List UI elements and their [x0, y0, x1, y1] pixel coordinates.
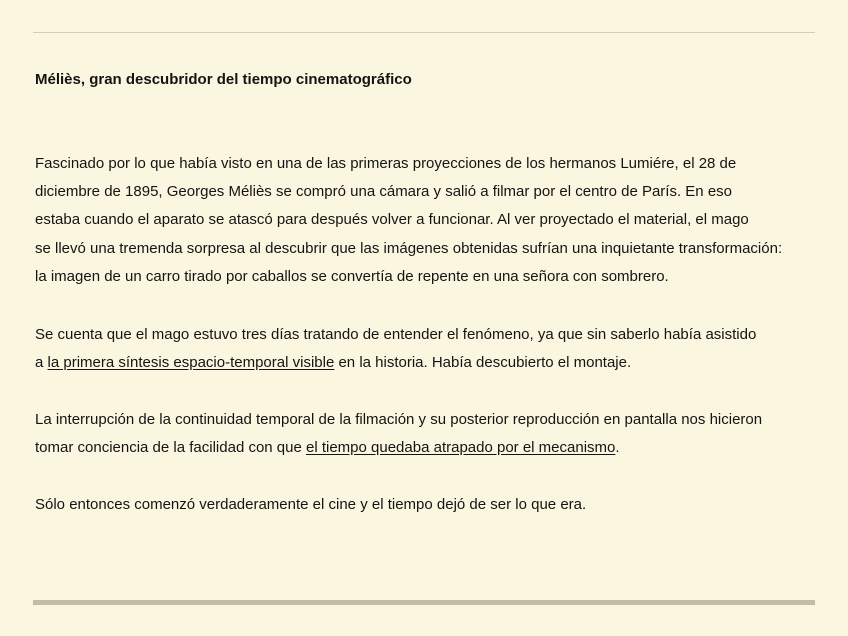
text-segment: tomar conciencia de la facilidad con que	[35, 439, 306, 457]
link-tiempo-atrapado[interactable]: el tiempo quedaba atrapado por el mecanismo	[306, 439, 616, 457]
paragraph-line: estaba cuando el aparato se atascó para después volver a funcionar. Al ver proyectado el material, el mago	[35, 211, 749, 229]
page-title: Méliès, gran descubridor del tiempo cinematográfico	[35, 71, 412, 88]
paragraph-3	[35, 406, 762, 462]
paragraph-line: diciembre de 1895, Georges Méliès se compró una cámara y salió a filmar por el centro de París. En eso	[35, 183, 733, 201]
paragraph-line: Sólo entonces comenzó verdaderamente el cine y el tiempo dejó de ser lo que era.	[35, 496, 587, 513]
paragraph-4	[35, 491, 586, 519]
paragraph-line: Se cuenta que el mago estuvo tres días tratando de entender el fenómeno, ya que sin saberlo había asistido	[35, 326, 757, 343]
bottom-divider	[33, 600, 815, 605]
paragraph-line	[35, 349, 756, 377]
top-divider	[33, 32, 815, 33]
text-segment: .	[615, 439, 620, 457]
paragraph-line: la imagen de un carro tirado por caballos se convertía de repente en una señora con sombrero.	[35, 267, 669, 285]
text-segment: a	[35, 354, 48, 372]
paragraph-2	[35, 321, 756, 377]
paragraph-line	[35, 434, 762, 462]
paragraph-line: se llevó una tremenda sorpresa al descubrir que las imágenes obtenidas sufrían una inquietante transformación:	[35, 239, 783, 257]
paragraph-line: La interrupción de la continuidad temporal de la filmación y su posterior reproducción en pantalla nos hicieron	[35, 411, 763, 428]
text-segment: en la historia. Había descubierto el montaje.	[334, 354, 632, 372]
paragraph-line: Fascinado por lo que había visto en una de las primeras proyecciones de los hermanos Lumiére, el 28 de	[35, 155, 737, 172]
paragraph-1	[35, 150, 782, 291]
link-sintesis-espacio-temporal[interactable]: la primera síntesis espacio-temporal visible	[47, 354, 335, 372]
